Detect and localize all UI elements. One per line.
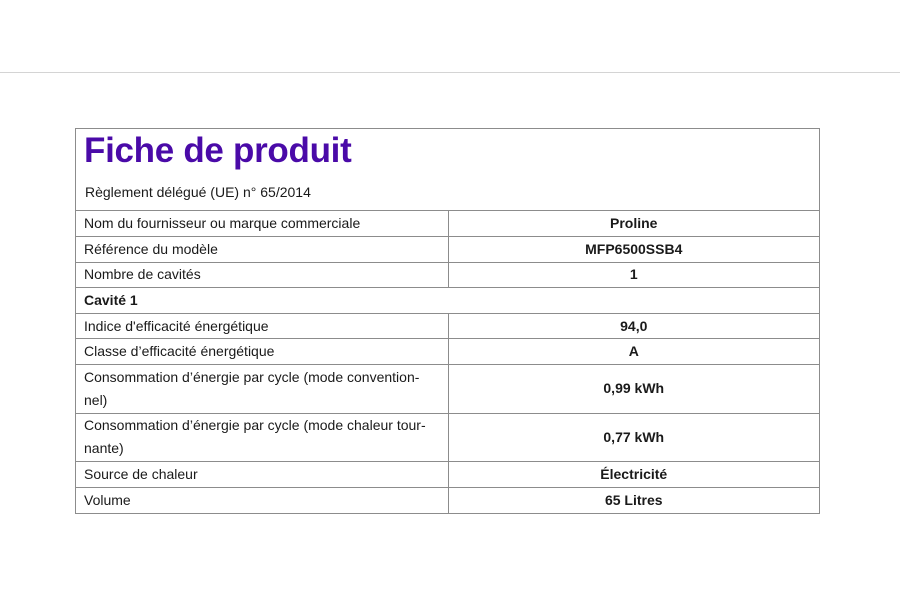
row-value: 1 <box>448 262 819 288</box>
table-row-volume <box>76 487 819 513</box>
product-sheet <box>75 128 820 514</box>
sheet-header <box>76 129 819 211</box>
page-title: Fiche de produit <box>84 131 352 170</box>
table-row-model <box>76 237 819 263</box>
row-label-line: Consommation d’énergie par cycle (mode chaleur tour- <box>84 417 426 434</box>
table-row-consumption-fan <box>76 413 819 462</box>
row-label: Nombre de cavités <box>76 262 448 288</box>
table-row-section-cavity <box>76 288 819 314</box>
row-label <box>76 413 448 462</box>
regulation-subtitle: Règlement délégué (UE) n° 65/2014 <box>85 184 311 200</box>
table-row-efficiency-class <box>76 339 819 365</box>
top-divider <box>0 72 900 73</box>
table-row-consumption-conventional <box>76 365 819 414</box>
table-row-cavities <box>76 262 819 288</box>
row-value: Proline <box>610 215 658 232</box>
row-value: MFP6500SSB4 <box>448 237 819 263</box>
row-value: 0,77 kWh <box>448 413 819 462</box>
row-label: Volume <box>76 487 448 513</box>
row-label-line: nel) <box>84 391 108 408</box>
row-value: 94,0 <box>448 313 819 339</box>
product-table <box>76 211 819 513</box>
row-value: 0,99 kWh <box>448 365 819 414</box>
row-value: A <box>448 339 819 365</box>
row-label-line: nante) <box>84 440 124 457</box>
row-label: Nom du fournisseur ou marque commerciale <box>76 211 448 237</box>
row-label <box>76 365 448 414</box>
section-heading: Cavité 1 <box>76 288 819 314</box>
row-label: Indice d'efficacité énergétique <box>76 313 448 339</box>
table-row-heat-source <box>76 462 819 488</box>
row-label: Classe d’efficacité énergétique <box>76 339 448 365</box>
row-value: Électricité <box>448 462 819 488</box>
table-row-supplier <box>76 211 819 237</box>
row-label: Source de chaleur <box>76 462 448 488</box>
row-label-line: Consommation d’énergie par cycle (mode convention- <box>84 368 420 385</box>
row-label: Référence du modèle <box>76 237 448 263</box>
table-row-efficiency-index <box>76 313 819 339</box>
row-value: 65 Litres <box>448 487 819 513</box>
